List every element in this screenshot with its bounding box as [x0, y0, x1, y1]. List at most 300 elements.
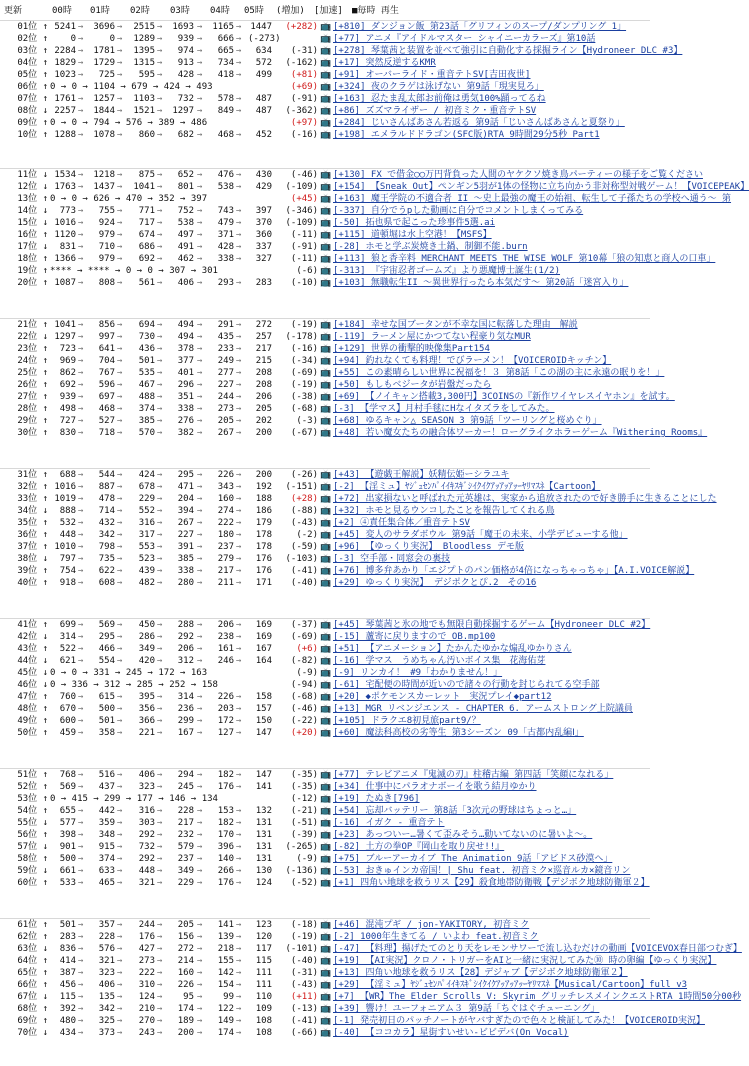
view-count-cell: 1366: [54, 254, 76, 264]
rank-cell: 30位 ↑: [17, 428, 48, 438]
view-count-cell: 533: [59, 878, 76, 888]
arrow-glyph: →: [236, 416, 242, 426]
video-title-link[interactable]: [+20] ◆ポケモンスカーレット 実況プレイ◆part12: [333, 692, 552, 702]
arrow-glyph: →: [197, 920, 203, 930]
video-title-link[interactable]: [+115] 道頓堀は水上空港！【MSFS】: [333, 230, 492, 240]
video-title-link[interactable]: [+51] 【アニメーション】たかんたゆかな煽乱ゆかりさん: [333, 644, 572, 654]
arrow-glyph: →: [236, 842, 242, 852]
table-row: [0, 715, 650, 727]
table-row: [0, 727, 650, 739]
ranking-block: [0, 918, 742, 1039]
arrow-glyph: →: [197, 94, 203, 104]
arrow-glyph: →: [157, 566, 163, 576]
change-cell: (-59): [290, 542, 318, 552]
view-count-cell: 754: [59, 566, 76, 576]
view-count-cell: 323: [138, 782, 155, 792]
view-count-cell: 1395: [133, 46, 155, 56]
video-title-link[interactable]: [-50] 拓也県で起こった珍事件5選.ai: [333, 218, 496, 228]
view-count-cell: 170: [217, 830, 234, 840]
table-row: [0, 367, 665, 379]
view-count-cell: 913: [177, 58, 194, 68]
arrow-glyph: →: [117, 278, 123, 288]
arrow-glyph: →: [197, 956, 203, 966]
video-title-link[interactable]: [+46] 混沌プギ / jon-YAKITORY, 初音ミク: [333, 920, 530, 930]
view-count-cell: 131: [255, 830, 272, 840]
arrow-glyph: →: [197, 806, 203, 816]
video-title-link[interactable]: [-16] 学マス うめちゃん汚いボイス集 花海佑芽: [333, 656, 546, 666]
video-title-link[interactable]: [+105] ドラクエ8初見旅part9/？: [333, 716, 481, 726]
table-row: [0, 931, 650, 943]
change-cell: (-40): [290, 578, 318, 588]
change-cell: (-11): [290, 254, 318, 264]
arrow-glyph: →: [78, 332, 84, 342]
view-count-cell: 178: [255, 530, 272, 540]
arrow-glyph: →: [78, 782, 84, 792]
table-row: [0, 1027, 650, 1039]
tv-icon: 📺: [320, 46, 332, 56]
video-title-link[interactable]: [+77] テレビアニメ『鬼滅の刃』柱稽古編 第四話「笑顔になれる」: [333, 770, 614, 780]
video-title-link[interactable]: [+68] ゆるキャン△ SEASON 3 第9話「ツーリングと桜めぐり」: [333, 416, 602, 426]
video-title-link[interactable]: [+13] 四角い地球を救うリス【28】デジャブ【デジボク地球防衛軍２】: [333, 968, 628, 978]
view-count-cell: 420: [138, 656, 155, 666]
arrow-glyph: →: [236, 404, 242, 414]
arrow-glyph: →: [157, 106, 163, 116]
view-count-cell: 229: [177, 878, 194, 888]
view-count-cell: 338: [177, 566, 194, 576]
arrow-glyph: →: [78, 482, 84, 492]
video-title-link[interactable]: [+50] もしもベジータが岩盤だったら: [333, 380, 492, 390]
video-title-link[interactable]: [-53] おきゅインカ帝国！| Shu feat. 初音ミク×巡音ルカ×鏡音リン: [333, 866, 631, 876]
view-count-cell: 478: [98, 494, 115, 504]
view-count-cell: 622: [98, 566, 115, 576]
arrow-glyph: →: [197, 182, 203, 192]
rank-cell: 59位 ↓: [17, 866, 48, 876]
video-title-link[interactable]: [-1] 発売初日のパッチノートがヤバすぎたので色々と検証してみた！【VOICEROID実況】: [333, 1016, 705, 1026]
arrow-glyph: →: [78, 854, 84, 864]
arrow-glyph: →: [157, 866, 163, 876]
view-count-cell: 127: [217, 728, 234, 738]
view-count-cell: 160: [177, 968, 194, 978]
view-count-cell: 488: [138, 392, 155, 402]
rank-cell: 51位 ↑: [17, 770, 48, 780]
change-cell: (-109): [285, 218, 318, 228]
view-count-cell: 577: [59, 818, 76, 828]
view-count-cell: 465: [98, 878, 115, 888]
video-title-link[interactable]: [-40] 【ココカラ】星街すいせい-ビビデバ(On Vocal): [333, 1028, 569, 1038]
video-title-link[interactable]: [+54] 忘却バッテリー 第8話「3次元の野球はちょっと…」: [333, 806, 577, 816]
video-title-link[interactable]: [+29] ゆっくり実況】 デジポクとぴ.2 その16: [333, 578, 537, 588]
view-count-cell: 325: [98, 1016, 115, 1026]
view-count-cell: 915: [98, 842, 115, 852]
rank-cell: 21位 ↑: [17, 320, 48, 330]
video-title-link[interactable]: [+29] 【淫ミュ】ﾔｼﾞｭｾﾝﾊﾟｲｲｷｽｷﾞｼｲｸｲｸｱｯｱｯｱｯｰﾔﾘﾏｽﾈ【Musical/Cartoon】full v3: [333, 980, 688, 990]
change-cell: (-3): [296, 416, 318, 426]
video-title-link[interactable]: [-16] イガク - 重音テト: [333, 818, 445, 828]
table-row: [0, 529, 650, 541]
tv-icon: 📺: [320, 842, 332, 852]
view-count-cell: 176: [255, 554, 272, 564]
change-cell: (+20): [290, 728, 318, 738]
video-title-link[interactable]: [+284] じいさんばあさん若返る 第9話「じいさんばあさんと夏祭り」: [333, 118, 625, 128]
tv-icon: 📺: [320, 380, 332, 390]
view-count-cell: 621: [59, 656, 76, 666]
view-count-cell: 192: [255, 482, 272, 492]
view-count-cell: 237: [177, 854, 194, 864]
view-count-cell: 158: [255, 692, 272, 702]
video-title-link[interactable]: [-2] 1000年生きてる / いよわ feat.初音ミク: [333, 932, 539, 942]
view-count-cell: 243: [138, 1028, 155, 1038]
video-title-link[interactable]: [+154] 【Sneak Out】ペンギン5羽が1体の怪物に立ち向かう非対称型対戦ゲーム！【VOICEPEAK】: [333, 182, 749, 192]
video-title-link[interactable]: [+32] ホモと見るウンコしたことを報告してくれる鳥: [333, 506, 555, 516]
view-count-cell: 435: [217, 332, 234, 342]
tv-icon: 📺: [320, 668, 332, 678]
arrow-glyph: →: [197, 230, 203, 240]
view-count-cell: 182: [217, 770, 234, 780]
view-count-cell: 280: [177, 578, 194, 588]
video-title-link[interactable]: [+43] 【遊戯王解説】妖精伝姫ーシラユキ: [333, 470, 510, 480]
view-count-cell: 480: [59, 1016, 76, 1026]
view-count-cell: 808: [98, 278, 115, 288]
video-title-link[interactable]: [-15] 蘆寄に戻りますので OB.mp100: [333, 632, 496, 642]
arrow-glyph: →: [197, 542, 203, 552]
ranking-block: [0, 318, 708, 439]
header-increase: (増加): [276, 6, 305, 16]
video-title-link[interactable]: [-119] ラーメン屋にかつてない程豪り気なMUR: [333, 332, 531, 342]
tv-icon: 📺: [320, 866, 332, 876]
arrow-glyph: →: [117, 878, 123, 888]
video-title-link[interactable]: [+129] 世界の衝撃的映像集Part154: [333, 344, 490, 354]
rank-cell: 60位 ↑: [17, 878, 48, 888]
video-title-link[interactable]: [+324] 夜のクラゲは泳げない 第9話「現実見ろ」: [333, 82, 544, 92]
arrow-glyph: →: [197, 644, 203, 654]
table-row: [0, 21, 650, 33]
video-title-link[interactable]: [-337] 自分でうpした動画に自分でコメントしまくってみる: [333, 206, 584, 216]
view-count-cell: 516: [98, 770, 115, 780]
view-count-cell: 428: [217, 242, 234, 252]
arrow-glyph: →: [197, 1016, 203, 1026]
view-count-cell: 797: [59, 554, 76, 564]
arrow-glyph: →: [117, 416, 123, 426]
video-title-link[interactable]: [+45] 琴葉茜と氷の地でも無限自動採掘するゲーム【Hydroneer DLC #2】: [333, 620, 651, 630]
view-count-cell: 316: [138, 806, 155, 816]
arrow-glyph: →: [236, 242, 242, 252]
view-count-cell: 222: [217, 518, 234, 528]
view-count-cell: 387: [59, 968, 76, 978]
view-count-cell: 288: [177, 620, 194, 630]
view-count-cell: 351: [177, 392, 194, 402]
arrow-glyph: →: [197, 968, 203, 978]
video-title-link[interactable]: [+810] ダンジョン飯 第23話「グリフィンのスープ/ダンプリング 1」: [333, 22, 627, 32]
tv-icon: 📺: [320, 266, 332, 276]
rank-cell: 34位 ↓: [17, 506, 48, 516]
arrow-glyph: →: [197, 356, 203, 366]
arrow-glyph: →: [117, 530, 123, 540]
view-count-cell: 666: [217, 34, 234, 44]
view-count-cell: 1761: [54, 94, 76, 104]
video-title-link[interactable]: [-3] 空手部・同窓会の裏技: [333, 554, 451, 564]
view-count-cell: 2515: [133, 22, 155, 32]
view-count-cell: 228: [177, 806, 194, 816]
change-cell: (-13): [290, 1004, 318, 1014]
view-count-cell: 1120: [54, 230, 76, 240]
arrow-glyph: →: [78, 170, 84, 180]
table-row: [0, 253, 716, 265]
video-title-link[interactable]: [-2] 【淫ミュ】ﾔｼﾞｭｾﾝﾊﾟｲｲｷｽｷﾞｼｲｸｲｸｱｯｱｯｱｯｰﾔﾘﾏｽﾈ【Cartoon】: [333, 482, 601, 492]
rank-cell: 45位 ↓: [17, 668, 48, 678]
rank-cell: 46位 ↓: [17, 680, 48, 690]
view-count-cell: 360: [255, 230, 272, 240]
view-count-cell: 1165: [212, 22, 234, 32]
arrow-glyph: →: [197, 1004, 203, 1014]
arrow-glyph: →: [78, 356, 84, 366]
video-title-link[interactable]: [-47] 【料理】揚げたてのとり天をレモンサワーで流し込むだけの動画【VOICEVOX春日部つむぎ】: [333, 944, 742, 954]
video-title-link[interactable]: [+163] 魔王学院の不適合者 II ～史上最強の魔王の始祖、転生して子孫たちの学校へ通う～ 第: [333, 194, 732, 204]
video-title-link[interactable]: [+72] 出家損ないと呼ばれた元英雄は、実家から追放されたので好き勝手に生きることにした: [333, 494, 717, 504]
video-title-link[interactable]: [+19] 【AI実況】クロノ・トリガーをAIと一緒に実況してみた⑩ 時の卵編【ゆっくり実況】: [333, 956, 717, 966]
view-count-cell: 979: [98, 230, 115, 240]
arrow-glyph: →: [78, 806, 84, 816]
video-title-link[interactable]: [+130] FX で借金◯◯万円背負った人間のヤケクソ焼き鳥パーティーの様子をご覧ください: [333, 170, 703, 180]
video-title-link[interactable]: [+86] ズズマライザー / 初音ミク・重音テトSV: [333, 106, 537, 116]
video-title-link[interactable]: [+19] たぬき[796]: [333, 794, 420, 804]
arrow-glyph: →: [78, 182, 84, 192]
video-title-link[interactable]: [+39] 響け！ユーフォニアム３ 第9話「ちぐはぐチューニング」: [333, 1004, 600, 1014]
video-title-link[interactable]: [-61] 宅配便の時間が近いので諸々の行動を封じられてる空手部: [333, 680, 600, 690]
video-title-link[interactable]: [+94] 釣れなくても料理！でびラーメン！【VOICEROIDキッチン】: [333, 356, 612, 366]
rank-cell: 41位 ↑: [17, 620, 48, 630]
change-cell: (-91): [290, 94, 318, 104]
view-count-cell: 310: [138, 980, 155, 990]
video-title-link[interactable]: [+69] 【ノイキャン搭載3,300円】3COINSの『新作ワイヤレスイヤホン』を試す。: [333, 392, 675, 402]
arrow-glyph: →: [236, 920, 242, 930]
video-title-link[interactable]: [+76] 博多弁あかり「エジプトのパン価格が4倍になっちゃっちゃ」【A.I.VOICE解説】: [333, 566, 695, 576]
video-title-link[interactable]: [+45] 変人のサラダボウル 第9話「魔王の未来、小学デビューする他」: [333, 530, 628, 540]
view-count-cell: 523: [138, 554, 155, 564]
arrow-glyph: →: [78, 956, 84, 966]
view-count-cell: 323: [98, 968, 115, 978]
view-count-cell: 570: [138, 428, 155, 438]
video-title-link[interactable]: [+75] ブルーアーカイブ The Animation 9話「アビドス砂漠へ」: [333, 854, 613, 864]
view-count-cell: 2284: [54, 46, 76, 56]
arrow-glyph: →: [157, 380, 163, 390]
view-count-cell: 522: [59, 644, 76, 654]
rank-cell: 02位 ↑: [17, 34, 48, 44]
view-count-cell: 499: [255, 70, 272, 80]
video-title-link[interactable]: [-9] リンカイ！ #9「わかりません！」: [333, 668, 503, 678]
arrow-glyph: →: [157, 356, 163, 366]
tv-icon: 📺: [320, 716, 332, 726]
arrow-glyph: →: [117, 704, 123, 714]
view-count-cell: 1297: [172, 106, 194, 116]
view-count-cell: 374: [138, 404, 155, 414]
change-cell: (-69): [290, 632, 318, 642]
arrow-glyph: →: [78, 842, 84, 852]
view-count-cell: 142: [217, 968, 234, 978]
table-row: [0, 93, 650, 105]
rank-cell: 18位 ↑: [17, 254, 48, 264]
video-title-link[interactable]: [+278] 琴葉茜と装置を並べて強引に自動化する採掘ライン【Hydroneer DLC #3】: [333, 46, 683, 56]
arrow-glyph: →: [157, 34, 163, 44]
view-count-cell: 160: [217, 494, 234, 504]
view-count-cell: 249: [217, 356, 234, 366]
view-count-cell: 303: [138, 818, 155, 828]
table-row: [0, 169, 703, 181]
rank-cell: 68位 ↑: [17, 1004, 48, 1014]
table-row: [0, 565, 695, 577]
arrow-glyph: →: [117, 866, 123, 876]
view-count-cell: 1016: [54, 218, 76, 228]
arrow-glyph: →: [197, 106, 203, 116]
arrow-glyph: →: [197, 206, 203, 216]
view-count-cell: 316: [138, 518, 155, 528]
arrow-glyph: →: [117, 404, 123, 414]
view-count-cell: 348: [98, 830, 115, 840]
arrow-glyph: →: [157, 770, 163, 780]
table-row: [0, 703, 650, 715]
video-title-link[interactable]: [-313] 『宇宙忍者ゴームズ』より悪魔博士誕生(1/2): [333, 266, 561, 276]
view-count-cell: 752: [177, 206, 194, 216]
arrow-glyph: →: [78, 920, 84, 930]
view-count-cell: 147: [255, 770, 272, 780]
tv-icon: 📺: [320, 506, 332, 516]
view-count-cell: 206: [177, 644, 194, 654]
view-count-cell: 257: [255, 332, 272, 342]
video-title-link[interactable]: [+113] 狼と香辛料 MERCHANT MEETS THE WISE WOLF 第10幕「狼の知恵と商人の口車」: [333, 254, 716, 264]
arrow-glyph: →: [236, 206, 242, 216]
arrow-glyph: →: [78, 980, 84, 990]
video-title-link[interactable]: [+34] 仕事中にパラオナボーイを歌う結月ゆかり: [333, 782, 537, 792]
rank-cell: 58位 ↑: [17, 854, 48, 864]
video-title-link[interactable]: [-82] 土方の拳OP『岡山を取り戻せ!!』: [333, 842, 505, 852]
change-cell: (-35): [290, 770, 318, 780]
view-count-cell: 276: [177, 416, 194, 426]
arrow-glyph: →: [117, 182, 123, 192]
arrow-glyph: →: [117, 70, 123, 80]
view-count-cell: 725: [98, 70, 115, 80]
arrow-glyph: →: [157, 494, 163, 504]
arrow-glyph: →: [117, 22, 123, 32]
video-title-link[interactable]: [-3] 【学マス】月村手毬にHなイタズラをしてみた。: [333, 404, 555, 414]
arrow-glyph: →: [236, 956, 242, 966]
change-cell: (-9): [296, 854, 318, 864]
view-count-cell: 442: [98, 806, 115, 816]
view-count-sequence: 0 → 415 → 299 → 177 → 146 → 134: [50, 794, 218, 804]
table-row: [0, 943, 742, 955]
arrow-glyph: →: [236, 656, 242, 666]
view-count-cell: 179: [255, 518, 272, 528]
video-title-link[interactable]: [-28] ホモと学ぶ炭焼き土鍋、制御不能.burn: [333, 242, 528, 252]
video-title-link[interactable]: [+60] 魔法科高校の劣等生 第3シーズン 09「古都内乱編Ⅰ」: [333, 728, 584, 738]
video-title-link[interactable]: [+163] 忍たま乱太郎お前俺は勇気100%踊ってるね: [333, 94, 546, 104]
video-title-link[interactable]: [+91] オーバーライド・重音テトSV[吉田夜世]: [333, 70, 531, 80]
view-count-cell: 176: [255, 566, 272, 576]
tv-icon: 📺: [320, 944, 332, 954]
arrow-glyph: →: [78, 878, 84, 888]
view-count-cell: 1103: [133, 94, 155, 104]
rank-cell: 55位 ↓: [17, 818, 48, 828]
video-title-link[interactable]: [+1] 四角い地球を救うリス【29】殺食地帯防衛戦【デジボク地球防衛軍２】: [333, 878, 650, 888]
change-cell: (-362): [285, 106, 318, 116]
video-title-link[interactable]: [+184] 幸せな国ブータンが不幸な国に転落した理由 解説: [333, 320, 578, 330]
view-count-cell: 491: [177, 242, 194, 252]
rank-cell: 25位 ↑: [17, 368, 48, 378]
change-cell: (-19): [290, 320, 318, 330]
arrow-glyph: →: [117, 782, 123, 792]
view-count-cell: 176: [138, 932, 155, 942]
video-title-link[interactable]: [+13] MGR リベンジエンス - CHAPTER 6. アームストロング上院議員: [333, 704, 633, 714]
arrow-glyph: →: [78, 218, 84, 228]
table-row: [0, 655, 650, 667]
arrow-glyph: →: [197, 692, 203, 702]
video-title-link[interactable]: [+17] 突然反逆するKMR: [333, 58, 436, 68]
view-count-cell: 887: [98, 482, 115, 492]
arrow-glyph: →: [197, 704, 203, 714]
table-row: [0, 619, 650, 631]
arrow-glyph: →: [117, 956, 123, 966]
header-row: [0, 5, 650, 18]
video-title-link[interactable]: [+48] 若い魔女たちの融合体ワーカー！ローグライクホラーゲーム『Withering Rooms』: [333, 428, 708, 438]
arrow-glyph: →: [78, 230, 84, 240]
arrow-glyph: →: [157, 182, 163, 192]
view-count-cell: 661: [59, 866, 76, 876]
change-cell: (-9): [296, 668, 318, 678]
view-count-cell: 156: [177, 932, 194, 942]
view-count-cell: 99: [223, 992, 234, 1002]
arrow-glyph: →: [197, 320, 203, 330]
table-row: [0, 793, 650, 805]
arrow-glyph: →: [236, 506, 242, 516]
video-title-link[interactable]: [+7] 【WR】The Elder Scrolls V: Skyrim グリッチレスメインクエストRTA 1時間50分00秒: [333, 992, 742, 1002]
rank-cell: 64位 ↑: [17, 956, 48, 966]
table-row: [0, 517, 650, 529]
video-title-link[interactable]: [+55] この素晴らしい世界に祝福を！３ 第8話「この湖の主に永遠の眠りを！」: [333, 368, 665, 378]
view-count-cell: 123: [255, 920, 272, 930]
video-title-link[interactable]: [+198] エメラルドドラゴン(SFC版)RTA 9時間29分5秒 Part1: [333, 130, 600, 140]
arrow-glyph: →: [236, 428, 242, 438]
tv-icon: 📺: [320, 194, 332, 204]
view-count-cell: 135: [98, 992, 115, 1002]
view-count-cell: 140: [217, 854, 234, 864]
view-count-cell: 226: [217, 692, 234, 702]
arrow-glyph: →: [78, 254, 84, 264]
view-count-cell: 406: [98, 980, 115, 990]
rank-cell: 62位 ↑: [17, 932, 48, 942]
video-title-link[interactable]: [+96] 【ゆっくり実況】 Bloodless デモ版: [333, 542, 525, 552]
view-count-cell: 244: [138, 920, 155, 930]
view-count-cell: 110: [255, 992, 272, 1002]
video-title-link[interactable]: [+103] 無職転生II ～異世界行ったら本気だす～ 第20話「迷宮入り」: [333, 278, 629, 288]
tv-icon: 📺: [320, 704, 332, 714]
arrow-glyph: →: [197, 866, 203, 876]
arrow-glyph: →: [117, 470, 123, 480]
arrow-glyph: →: [236, 344, 242, 354]
view-count-cell: 1019: [54, 494, 76, 504]
view-count-cell: 1078: [93, 130, 115, 140]
view-count-cell: 1534: [54, 170, 76, 180]
video-title-link[interactable]: [+2] ④責任集合体／重音テトSV: [333, 518, 470, 528]
table-row: [0, 979, 688, 991]
view-count-cell: 544: [98, 470, 115, 480]
view-count-cell: 270: [138, 1016, 155, 1026]
arrow-glyph: →: [117, 230, 123, 240]
rank-cell: 67位 ↓: [17, 992, 48, 1002]
table-row: [0, 505, 650, 517]
view-count-cell: 860: [138, 130, 155, 140]
arrow-glyph: →: [157, 932, 163, 942]
video-title-link[interactable]: [+77] アニメ『アイドルマスター シャイニーカラーズ』第10話: [333, 34, 596, 44]
change-cell: (-19): [290, 932, 318, 942]
video-title-link[interactable]: [+23] あっついー…暑くて歪みそう…動いてないのに暑いよ～。: [333, 830, 593, 840]
